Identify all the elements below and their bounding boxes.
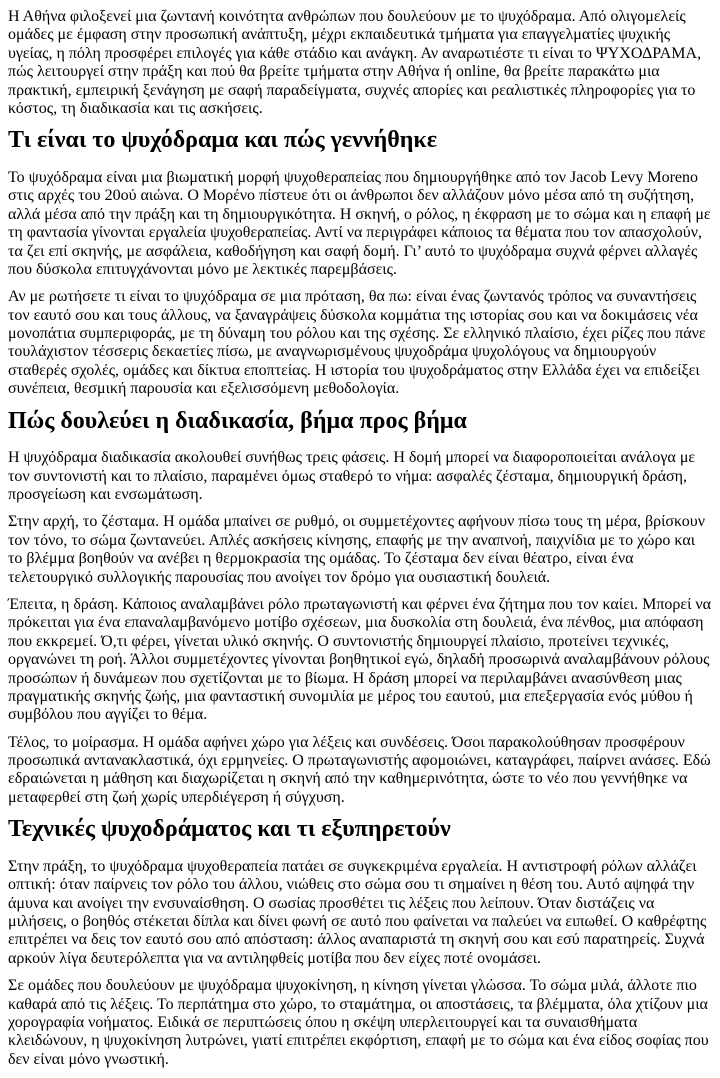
section-heading-what-is-psychodrama: Τι είναι το ψυχόδραμα και πώς γεννήθηκε [8, 127, 437, 154]
paragraph-sharing: Τέλος, το μοίρασμα. Η ομάδα αφήνει χώρο για λέξεις και συνδέσεις. Όσοι παρακολούθησαν προσφέρουν προσωπικά αντανακλαστικά, όχι ερμηνείες. Ο πρωταγωνιστής αφομοιώνει, καταγράφει, παίρνει ανάσες. Εδώ εδραιώνεται η μάθηση και διαχωρίζεται η σκηνή από την καθημερινότητα, ώστε το νέο που γεννήθηκε να μεταφερθεί στη ζωή χωρίς υπερδιέγερση ή σύγχυση. [8, 733, 711, 806]
section-heading-techniques: Τεχνικές ψυχοδράματος και τι εξυπηρετούν [8, 816, 451, 843]
paragraph-three-phases: Η ψυχόδραμα διαδικασία ακολουθεί συνήθως τρεις φάσεις. Η δομή μπορεί να διαφοροποιείται ανάλογα με τον συντονιστή και το πλαίσιο, παραμένει όμως σταθερό το νήμα: ασφαλές ζέσταμα, δημιουργική δράση, προσγείωση και ενσωμάτωση. [8, 449, 696, 503]
paragraph-warmup: Στην αρχή, το ζέσταμα. Η ομάδα μπαίνει σε ρυθμό, οι συμμετέχοντες αφήνουν πίσω τους τη μέρα, βρίσκουν τον τόνο, το σώμα ζωντανεύει. Απλές ασκήσεις κίνησης, επαφής με την αναπνοή, παιχνίδια με το χώρο και το βλέμμα βοηθούν να ανέβει η θερμοκρασία της ομάδας. Το ζέσταμα δεν είναι θέατρο, είναι ένα τελετουργικό συλλογικής παρουσίας που ανοίγει τον δρόμο για ουσιαστική δουλειά. [8, 513, 705, 586]
paragraph-action: Έπειτα, η δράση. Κάποιος αναλαμβάνει ρόλο πρωταγωνιστή και φέρνει ένα ζήτημα που τον καίει. Μπορεί να πρόκειται για ένα επαναλαμβανόμενο μοτίβο σχέσεων, μια δυσκολία στη δουλειά, ένα πένθος, μια απόφαση που εκκρεμεί. Ό,τι φέρει, γίνεται υλικό σκηνής. Ο συντονιστής δημιουργεί πλαίσιο, προτείνει τεχνικές, οργανώνει τη ροή. Άλλοι συμμετέχοντες γίνονται βοηθητικοί εγώ, δηλαδή προσωρινά αναλαμβάνουν ρόλους προσώπων ή δυνάμεων που σχετίζονται με το βίωμα. Η δράση μπορεί να περιλαμβάνει ανασύνθεση μιας πραγματικής σκηνής ζωής, μια φανταστική συνομιλία με μέρος του εαυτού, μια επεξεργασία ενός μύθου ή συμβόλου που αγγίζει το θέμα. [8, 595, 712, 724]
section-heading-process-steps: Πώς δουλεύει η διαδικασία, βήμα προς βήμα [8, 407, 467, 434]
paragraph-definition: Αν με ρωτήσετε τι είναι το ψυχόδραμα σε μια πρόταση, θα πω: είναι ένας ζωντανός τρόπος να συναντήσεις τον εαυτό σου και τους άλλους, να ξαναγράψεις δύσκολα κομμάτια της ιστορίας σου και να δοκιμάσεις νέα μονοπάτια συμπεριφοράς, με τη δύναμη του ρόλου και της σχέσης. Σε ελληνικό πλαίσιο, έχει ρίζες που πάνε τουλάχιστον τέσσερις δεκαετίες πίσω, με αναγνωρισμένους ψυχοδράμα ψυχολόγους να δημιουργούν σταθερές σχολές, ομάδες και δίκτυα εποπτείας. Η ιστορία του ψυχοδράματος στην Ελλάδα έχει να επιδείξει συνέπεια, θεσμική παρουσία και εξελισσόμενη μεθοδολογία. [8, 288, 706, 398]
paragraph-techniques-tools: Στην πράξη, το ψυχόδραμα ψυχοθεραπεία πατάει σε συγκεκριμένα εργαλεία. Η αντιστροφή ρόλων αλλάζει οπτική: όταν παίρνεις τον ρόλο του άλλου, νιώθεις στο σώμα σου τι σημαίνει η θέση του. Αυτό αψηφά την άμυνα και ανοίγει την ενσυναίσθηση. Ο σωσίας προσθέτει τις λέξεις που λείπουν. Όταν διστάζεις να μιλήσεις, ο βοηθός στέκεται δίπλα και δίνει φωνή σε αυτό που φαίνεται να παλεύει να ειπωθεί. Ο καθρέφτης επιτρέπει να δεις τον εαυτό σου από απόσταση: άλλος αναπαριστά τη σκηνή σου και εσύ παρατηρείς. Συχνά αρκούν λίγα δευτερόλεπτα για να αντιληφθείς μοτίβα που δεν είχες ποτέ ονομάσει. [8, 857, 707, 967]
paragraph-origin: Το ψυχόδραμα είναι μια βιωματική μορφή ψυχοθεραπείας που δημιουργήθηκε από τον Jacob Levy Moreno στις αρχές του 20ού αιώνα. Ο Μορένο πίστευε ότι οι άνθρωποι δεν αλλάζουν μόνο μέσα από τη συζήτηση, αλλά μέσα από την πράξη και τη δημιουργικότητα. Η σκηνή, ο ρόλος, η έκφραση με το σώμα και η επαφή με τη φαντασία γίνονται εργαλεία ψυχοθεραπείας. Αντί να περιγράφει κάποιος τα θέματα που τον απασχολούν, τα ζει επί σκηνής, με ασφάλεια, καθοδήγηση και σαφή δομή. Γι’ αυτό το ψυχόδραμα συχνά φέρνει αλλαγές που δύσκολα επιτυγχάνονται μόνο με λεκτικές παρεμβάσεις. [8, 168, 711, 278]
paragraph-psychokinesis: Σε ομάδες που δουλεύουν με ψυχόδραμα ψυχοκίνηση, η κίνηση γίνεται γλώσσα. Το σώμα μιλά, άλλοτε πιο καθαρά από τις λέξεις. Το περπάτημα στο χώρο, το σταμάτημα, οι αποστάσεις, τα βλέμματα, όλα χτίζουν μια χορογραφία νοήματος. Ειδικά σε περιπτώσεις όπου η σκέψη υπερλειτουργεί και τα συναισθήματα κλειδώνουν, η ψυχοκίνηση λυτρώνει, γιατί επιτρέπει εκφόρτιση, επαφή με το σώμα και ένα είδος σοφίας που δεν είναι μόνο γνωστική. [8, 977, 709, 1068]
intro-paragraph: Η Αθήνα φιλοξενεί μια ζωντανή κοινότητα ανθρώπων που δουλεύουν με το ψυχόδραμα. Από ολιγομελείς ομάδες με έμφαση στην προσωπική ανάπτυξη, μέχρι εκπαιδευτικά τμήματα για επαγγελματίες ψυχικής υγείας, η πόλη προσφέρει επιλογές για κάθε στάδιο και ανάγκη. Αν αναρωτιέστε τι είναι το ΨΥΧΟΔΡΑΜΑ, πώς λειτουργεί στην πράξη και πού θα βρείτε τμήματα στην Αθήνα ή online, θα βρείτε παρακάτω μια πρακτική, εμπειρική ξενάγηση με σαφή παραδείγματα, συχνές απορίες και ρεαλιστικές πληροφορίες για το κόστος, τη διαδικασία και τις ασκήσεις. [8, 8, 702, 117]
